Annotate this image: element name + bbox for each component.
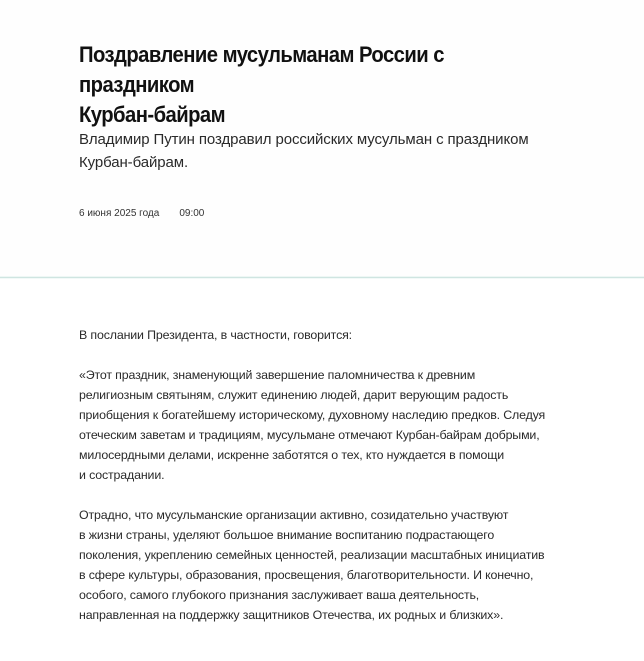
article-body (79, 325, 579, 645)
text-line: религиозным святыням, служит единению людей, дарит верующим радость (79, 388, 509, 402)
text-line: Отрадно, что мусульманские организации активно, созидательно участвуют (79, 508, 509, 522)
text-line: направленная на поддержку защитников Отечества, их родных и близких». (79, 608, 504, 622)
text-line: в жизни страны, уделяют большое внимание воспитанию подрастающего (79, 528, 495, 542)
paragraph-quote-2 (79, 505, 579, 625)
paragraph-intro (79, 325, 579, 345)
article-header (0, 0, 644, 277)
text-line: особого, самого глубокого признания заслуживает ваша деятельность, (79, 588, 480, 602)
text-line: В послании Президента, в частности, говорится: (79, 328, 352, 342)
text-line: «Этот праздник, знаменующий завершение паломничества к древним (79, 368, 476, 382)
publish-date: 6 июня 2025 года (79, 208, 160, 219)
lead-line: Курбан-байрам. (79, 154, 189, 171)
title-line: Поздравление мусульманам России с праздником (79, 42, 444, 97)
text-line: приобщения к богатейшему историческому, духовному наследию предков. Следуя (79, 408, 546, 422)
paragraph-quote-1 (79, 365, 579, 485)
text-line: отеческим заветам и традициям, мусульмане отмечают Курбан-байрам добрыми, (79, 428, 540, 442)
page-title (79, 40, 539, 130)
article-lead (79, 128, 559, 174)
title-line: Курбан-байрам (79, 102, 226, 127)
section-divider (0, 277, 644, 278)
text-line: поколения, укреплению семейных ценностей, реализации масштабных инициатив (79, 548, 545, 562)
article-meta (79, 207, 204, 221)
text-line: милосердными делами, искренне заботятся о тех, кто нуждается в помощи (79, 448, 505, 462)
publish-time: 09:00 (179, 208, 205, 219)
text-line: в сфере культуры, образования, просвещения, благотворительности. И конечно, (79, 568, 534, 582)
text-line: и сострадании. (79, 468, 165, 482)
lead-line: Владимир Путин поздравил российских мусульман с праздником (79, 131, 529, 148)
